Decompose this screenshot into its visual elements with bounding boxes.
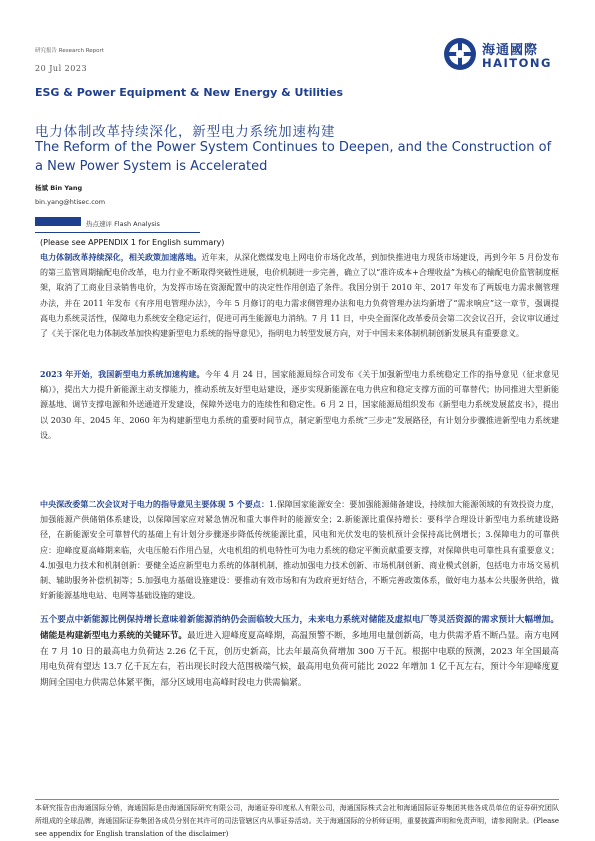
report-title-cn: 电力体制改革持续深化，新型电力系统加速构建 (35, 124, 336, 140)
paragraph-1 (40, 250, 559, 341)
paragraph-4-emphasis: 储能是构建新型电力系统的关键环节。 (40, 630, 188, 641)
author-name: 杨斌 Bin Yang (35, 184, 83, 192)
report-title-en: The Reform of the Power System Continues to Deepen, and the Construction of a New Power System is Accelerated (35, 140, 552, 174)
paragraph-1-lead: 电力体制改革持续深化，相关政策加速落地。 (40, 252, 202, 262)
paragraph-2-lead: 2023 年开始，我国新型电力系统加速构建。 (40, 369, 205, 379)
paragraph-4 (40, 613, 559, 692)
paragraph-4-lead: 五个要点中新能源比例保持增长意味着新能源消纳仍会面临较大压力，未来电力系统对储能及虚拟电厂等灵活资源的需求预计大幅增加。 (40, 615, 559, 625)
appendix-note: (Please see APPENDIX 1 for English summary) (40, 238, 225, 247)
paragraph-3-lead: 中央深改委第二次会议对于电力的指导意见主要体现 5 个要点： (40, 499, 270, 509)
paragraph-4-body: 最近进入迎峰度夏高峰期，高温预警不断，多地用电量创新高，电力供需矛盾不断凸显。南方电网在 7 月 10 日的最高电力负荷达 2.26 亿千瓦，创历史新高，比去年最高负荷增加 300 万千瓦。根据中电联的预测，2023 年全国最高用电负荷有望达 13.7 亿千瓦左右，若出现长时段大范围极端气候，最高用电负荷可能比 2022 年增加 1 亿千瓦左右，预计今年迎峰度夏期间全国电力供需总体紧平衡，部分区域用电高峰时段电力供需偏紧。 (40, 630, 559, 689)
paragraph-3 (40, 497, 559, 603)
disclaimer-text: 本研究报告由海通国际分销，海通国际是由海通国际研究有限公司，海通证券印度私人有限公司，海通国际株式会社和海通国际证券集团其他各成员单位的证券研究团队所组成的全球品牌，海通国际证券集团各成员分别在其许可的司法管辖区内从事证券活动。关于海通国际的分析师证明，重要披露声明和免责声明，请参阅附录。(Please see appendix for English translation of the disclaimer) (35, 804, 559, 838)
logo-text-cn: 海通國際 (482, 43, 539, 58)
flash-analysis-bar (35, 217, 81, 226)
flash-analysis-label: 热点速评 Flash Analysis (86, 220, 160, 228)
divider (35, 232, 200, 233)
logo-text-en: HAITONG (482, 56, 552, 70)
paragraph-2 (40, 367, 559, 443)
paragraph-2-body: 今年 4 月 24 日，国家能源局综合司发布《关于加强新型电力系统稳定工作的指导意见（征求意见稿）》，提出大力提升新能源主动支撑能力，推动系统友好型电站建设，逐步实现新能源在电力供应和稳定支撑方面的可靠替代；协同推进大型新能源基地、调节支撑电源和外送通道开发建设，保障外送电力的连续性和稳定性。6 月 2 日，国家能源局组织发布《新型电力系统发展蓝皮书》，提出以 2030 年、2045 年、2060 年为构建新型电力系统的重要时间节点，制定新型电力系统“三步走”发展路径，有计划分步骤推进新型电力系统建设。 (40, 370, 559, 440)
disclaimer-divider (35, 799, 559, 800)
paragraph-1-body: 近年来，从深化燃煤发电上网电价市场化改革，到加快推进电力现货市场建设，再到今年 5 月份发布的第三监管周期输配电价改革，电力行业不断取得突破性进展，电价机制进一步完善，确立了以“准许成本+合理收益”为核心的输配电价监管制度框架，取消了工商业目录销售电价，为发挥市场在资源配置中的决定性作用创造了条件。我国分别于 2010 年、2017 年发布了两版电力需求侧管理办法，并在 2011 年发布《有序用电管理办法》，今年 5 月修订的电力需求侧管理办法和电力负荷管理办法均新增了“需求响应”这一章节，强调提高电力系统灵活性，保障电力系统安全稳定运行，促进可再生能源电力消纳。7 月 11 日，中央全面深化改革委员会第二次会议召开，会议审议通过了《关于深化电力体制改革加快构建新型电力系统的指导意见》，指明电力转型发展方向，对于中国未来体制机制创新发展具有重要意义。 (40, 253, 560, 339)
author-email[interactable]: bin.yang@htisec.com (35, 198, 106, 206)
haitong-logo-icon (443, 37, 477, 71)
report-type-label: 研究报告 Research Report (35, 48, 104, 54)
paragraph-3-body: 1.保障国家能源安全：要加强能源储备建设，持续加大能源领域的有效投资力度，加强能源产供储销体系建设，以保障国家应对紧急情况和重大事件时的能源安全；2.新能源比重保持增长：要科学合理设计新型电力系统建设路径，在新能源安全可靠替代的基础上有计划分步骤逐步降低传统能源比重，风电和光伏发电的装机预计会保持高比例增长；3.保障电力的可靠供应：迎峰度夏高峰期来临，火电压舱石作用凸显，火电机组的机电特性可为电力系统的稳定平衡贡献重要支撑，对保障供电可靠性具有重要意义；4.加强电力技术和机制创新：要健全适应新型电力系统的体制机制，推动加强电力技术创新、市场机制创新、商业模式创新，包括电力市场交易机制、辅助服务补偿机制等；5.加强电力基础设施建设：要推动有效市场和有为政府更好结合，不断完善政策体系，做好电力基本公共服务供给，做好新能源基地电站、电网等基础设施的建设。 (40, 500, 559, 601)
sector-heading: ESG & Power Equipment & New Energy & Utilities (35, 86, 344, 99)
report-date: 20 Jul 2023 (35, 64, 88, 73)
